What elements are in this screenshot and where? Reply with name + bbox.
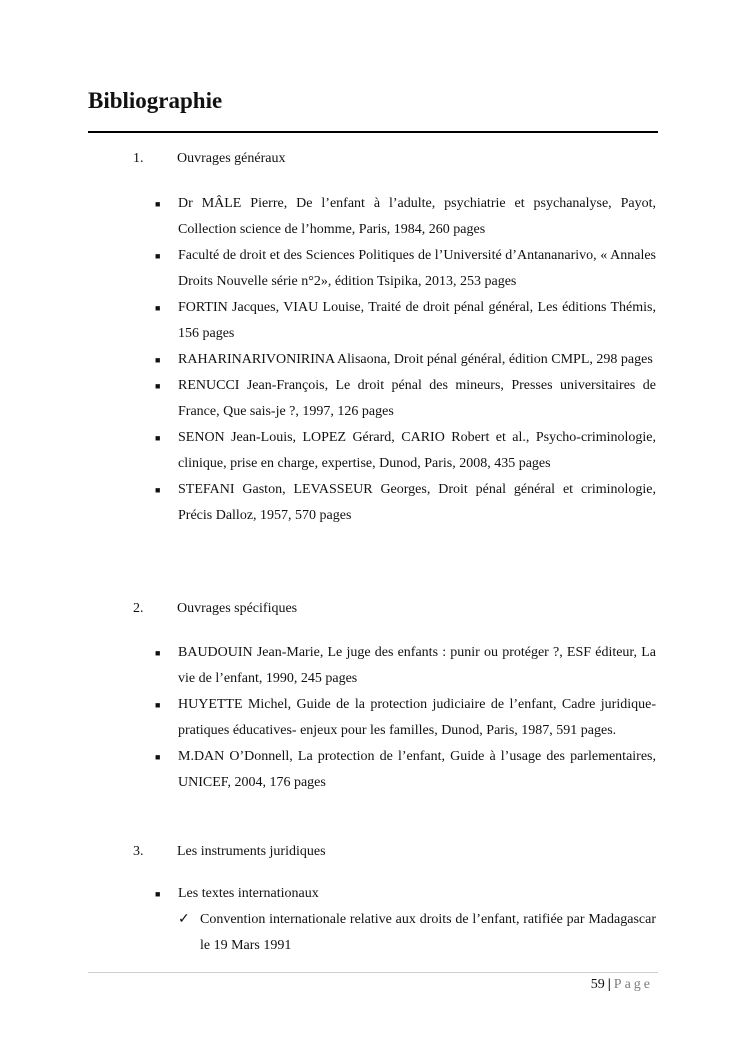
square-bullet-icon: ■ (155, 433, 161, 443)
list-item: ■ Dr MÂLE Pierre, De l’enfant à l’adulte, psychiatrie et psychanalyse, Payot, Collection science de l’homme, Paris, 1984, 260 pages (155, 191, 656, 243)
sub-list-item: ✓ Convention internationale relative aux droits de l’enfant, ratifiée par Madagascar le 19 Mars 1991 (178, 907, 656, 959)
page-number: 59 (590, 977, 605, 992)
checkmark-icon: ✓ (178, 912, 190, 927)
square-bullet-icon: ■ (155, 303, 161, 313)
section-title: Les instruments juridiques (177, 844, 326, 859)
list-item: ■ STEFANI Gaston, LEVASSEUR Georges, Droit pénal général et criminologie, Précis Dalloz, 1957, 570 pages (155, 477, 656, 529)
section-2-list (155, 640, 656, 796)
section-number: 3. (133, 844, 144, 859)
list-item: ■ RENUCCI Jean-François, Le droit pénal des mineurs, Presses universitaires de France, Que sais-je ?, 1997, 126 pages (155, 373, 656, 425)
sub-list (178, 907, 656, 959)
list-item: ■ HUYETTE Michel, Guide de la protection judiciaire de l’enfant, Cadre juridique- pratiques éducatives- enjeux pour les familles, Dunod, Paris, 1987, 591 pages. (155, 692, 656, 744)
page-label: Page (613, 977, 653, 992)
section-heading-1 (133, 151, 285, 167)
section-heading-2 (133, 601, 297, 617)
square-bullet-icon: ■ (155, 700, 161, 710)
section-number: 2. (133, 601, 144, 616)
list-item: ■ SENON Jean-Louis, LOPEZ Gérard, CARIO Robert et al., Psycho-criminologie, clinique, prise en charge, expertise, Dunod, Paris, 2008, 435 pages (155, 425, 656, 477)
square-bullet-icon: ■ (155, 251, 161, 261)
list-item: ■ FORTIN Jacques, VIAU Louise, Traité de droit pénal général, Les éditions Thémis, 156 pages (155, 295, 656, 347)
section-3-list (155, 881, 656, 959)
section-number: 1. (133, 151, 144, 166)
square-bullet-icon: ■ (155, 381, 161, 391)
section-title: Ouvrages généraux (177, 151, 286, 166)
footer-rule (88, 972, 658, 973)
list-item: ■ RAHARINARIVONIRINA Alisaona, Droit pénal général, édition CMPL, 298 pages (155, 347, 656, 373)
title-rule (88, 131, 658, 133)
square-bullet-icon: ■ (155, 752, 161, 762)
section-1-list (155, 191, 656, 529)
list-item: ■ Faculté de droit et des Sciences Politiques de l’Université d’Antananarivo, « Annales Droits Nouvelle série n°2», édition Tsipika, 2013, 253 pages (155, 243, 656, 295)
footer-separator: | (607, 977, 611, 992)
list-item: ■ Les textes internationaux ✓ Convention internationale relative aux droits de l’enfant, ratifiée par Madagascar le 19 Mars 1991 (155, 881, 656, 959)
square-bullet-icon: ■ (155, 355, 161, 365)
section-title: Ouvrages spécifiques (177, 601, 298, 616)
list-item: ■ M.DAN O’Donnell, La protection de l’enfant, Guide à l’usage des parlementaires, UNICEF, 2004, 176 pages (155, 744, 656, 796)
square-bullet-icon: ■ (155, 648, 161, 658)
square-bullet-icon: ■ (155, 199, 161, 209)
page-title: Bibliographie (88, 88, 223, 113)
square-bullet-icon: ■ (155, 485, 161, 495)
list-item: ■ BAUDOUIN Jean-Marie, Le juge des enfants : punir ou protéger ?, ESF éditeur, La vie de l’enfant, 1990, 245 pages (155, 640, 656, 692)
section-heading-3 (133, 844, 326, 860)
square-bullet-icon: ■ (155, 889, 161, 899)
page-footer (591, 977, 653, 993)
